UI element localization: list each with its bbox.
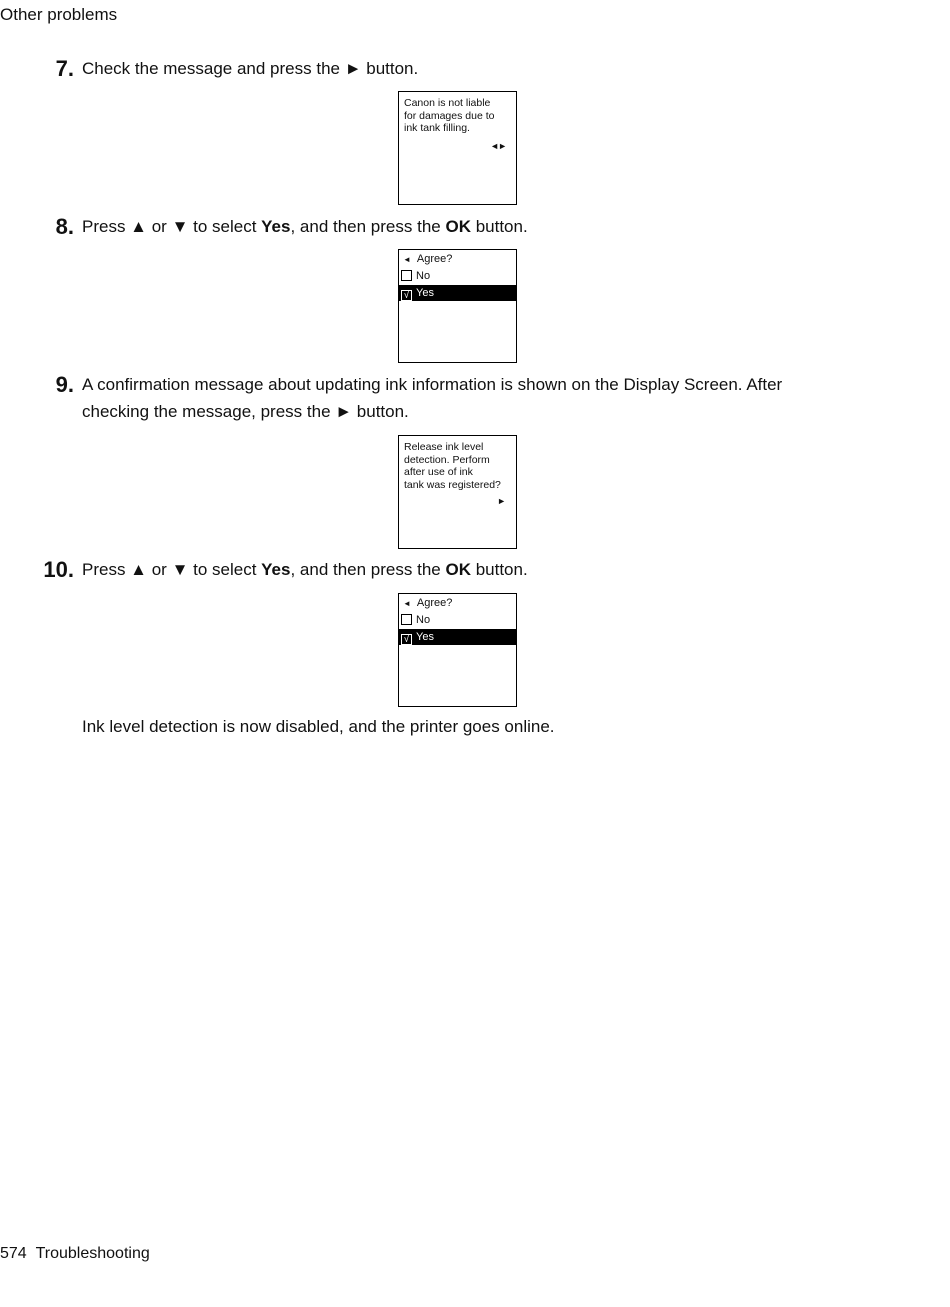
right-arrow-icon: ► bbox=[497, 496, 506, 506]
step-text-10 bbox=[82, 556, 842, 583]
text: button. bbox=[470, 217, 528, 236]
menu-title-text: Agree? bbox=[416, 597, 453, 609]
step-number-8: 8. bbox=[55, 214, 74, 239]
screen-message bbox=[404, 97, 512, 135]
screen-line: after use of ink bbox=[404, 466, 473, 479]
bold-ok: OK bbox=[445, 560, 471, 579]
text: , and then press the bbox=[290, 560, 446, 579]
option-label: Yes bbox=[416, 631, 434, 643]
menu-title-text: Agree? bbox=[416, 253, 453, 265]
display-screen-liability bbox=[398, 91, 517, 205]
chapter-name: Troubleshooting bbox=[35, 1245, 150, 1262]
display-screen-agree-2 bbox=[398, 593, 517, 707]
screen-line: for damages due to bbox=[404, 109, 495, 122]
page-footer bbox=[0, 1245, 150, 1263]
display-screen-agree-1 bbox=[398, 249, 517, 363]
display-screen-release bbox=[398, 435, 517, 549]
menu-option-no bbox=[399, 268, 516, 284]
step-number-7: 7. bbox=[55, 56, 74, 81]
option-label: No bbox=[416, 270, 431, 282]
page-number: 574 bbox=[0, 1245, 27, 1262]
option-label: Yes bbox=[416, 287, 434, 299]
step-number-10: 10. bbox=[43, 557, 74, 582]
text-line: A confirmation message about updating ink information is shown on the Display Screen. After bbox=[82, 375, 783, 394]
text-line: checking the message, press the ► button. bbox=[82, 402, 409, 421]
text: Press ▲ or ▼ to select bbox=[82, 560, 262, 579]
checkbox-checked-icon: √ bbox=[401, 290, 412, 301]
text: button. bbox=[470, 560, 528, 579]
menu-option-yes bbox=[399, 629, 516, 645]
checkbox-checked-icon: √ bbox=[401, 634, 412, 645]
left-arrow-icon: ◄ bbox=[403, 599, 411, 608]
screen-message bbox=[404, 441, 512, 491]
left-arrow-icon: ◄ bbox=[403, 255, 411, 264]
menu-option-no bbox=[399, 612, 516, 628]
step-number-9: 9. bbox=[55, 372, 74, 397]
step-text-8 bbox=[82, 213, 842, 240]
checkbox-empty-icon bbox=[401, 270, 412, 281]
result-note: Ink level detection is now disabled, and the printer goes online. bbox=[82, 717, 555, 736]
section-header: Other problems bbox=[0, 5, 118, 24]
screen-line: ink tank filling. bbox=[404, 122, 470, 135]
menu-option-yes bbox=[399, 285, 516, 301]
bold-yes: Yes bbox=[261, 217, 291, 236]
screen-line: Canon is not liable bbox=[404, 97, 491, 109]
text: Press ▲ or ▼ to select bbox=[82, 217, 262, 236]
left-right-arrows-icon: ◄► bbox=[490, 141, 506, 151]
step-text-9 bbox=[82, 371, 842, 425]
bold-yes: Yes bbox=[261, 560, 291, 579]
option-label: No bbox=[416, 614, 431, 626]
step-text-7: Check the message and press the ► button. bbox=[82, 59, 419, 78]
menu-title bbox=[403, 597, 452, 611]
screen-line: Release ink level bbox=[404, 441, 484, 453]
bold-ok: OK bbox=[445, 217, 471, 236]
text: , and then press the bbox=[290, 217, 446, 236]
menu-title bbox=[403, 253, 452, 267]
screen-line: detection. Perform bbox=[404, 453, 490, 466]
checkbox-empty-icon bbox=[401, 614, 412, 625]
screen-line: tank was registered? bbox=[404, 478, 501, 491]
